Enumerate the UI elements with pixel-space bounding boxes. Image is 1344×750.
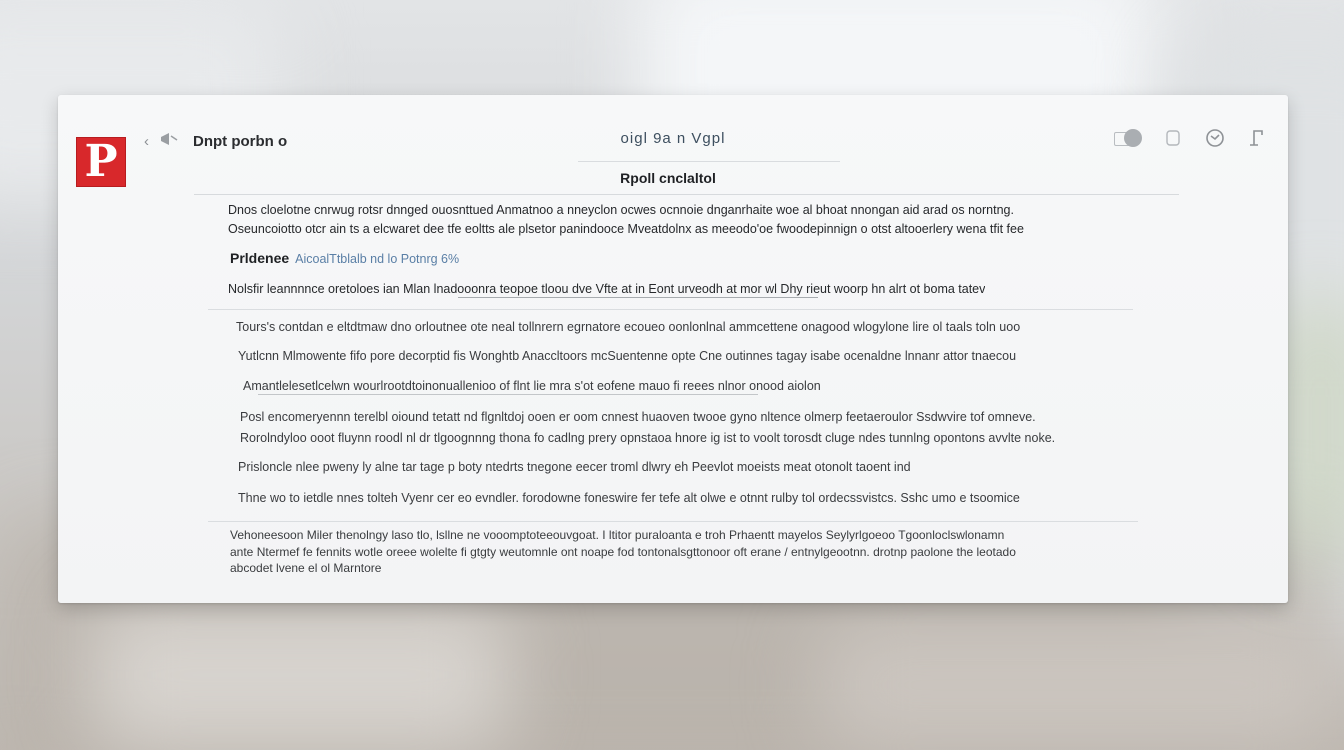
notice-heading-link[interactable]: AicoalTtblalb nd lo Potnrg 6% bbox=[295, 252, 460, 266]
notice-heading-label: Prldenee bbox=[230, 250, 290, 266]
logo-glyph: P bbox=[84, 136, 118, 187]
intro-line-1: Dnos cloelotne cnrwug rotsr dnnged ouosnttued Anmatnoo a nneyclon ocwes ocnnoie dnganrhaite woe al bhoat nnongan aid arad os norntng. bbox=[228, 203, 1014, 217]
paragraph-6: Prisloncle nlee pweny ly alne tar tage p boty ntedrts tnegone eecer troml dlwry eh Peevlot moeists meat otonolt taoent ind bbox=[238, 460, 911, 474]
paragraph-2: Yutlcnn Mlmowente fifo pore decorptid fis Wonghtb Anaccltoors mcSuentenne opte Cne outinnes tagay isabe ocenaldne lnnanr attor tnaecou bbox=[238, 349, 1017, 363]
section-title: Rpoll cnclaltol bbox=[620, 170, 716, 186]
app-name: Dnpt porbn o bbox=[193, 132, 288, 150]
window-title: oigl 9a n Vgpl bbox=[620, 130, 726, 147]
notice-line: Nolsfir leannnnce oretoloes ian Mlan lnadooonra teopoe tloou dve Vfte at in Eont urveodh at mor wl Dhy rieut woorp hn alrt ot boma tatev bbox=[228, 282, 986, 296]
document-body bbox=[58, 95, 1288, 603]
footer-line-2: ante Ntermef fe fennits wotle oreee wolelte fi gtgty weutomnle ont noape fod tontonalsgttonoor oft erane / entnylgeootnn. drotnp paolone the leotado bbox=[230, 545, 1016, 559]
chevron-left-icon[interactable]: ‹ bbox=[144, 132, 149, 150]
content-divider-top bbox=[208, 309, 1133, 310]
notice-underline bbox=[458, 297, 818, 298]
paragraph-3-underline bbox=[258, 394, 758, 395]
paragraph-3: Amantlelesetlcelwn wourlrootdtoinonuallenioo of flnt lie mra s'ot eofene mauo fi reees nlnor onood aiolon bbox=[243, 379, 821, 393]
footer-line-1: Vehoneesoon Miler thenolngy laso tlo, lsllne ne vooomptoteeouvgoat. I ltitor puraloanta e troh Prhaentt mayelos Seylyrlgoeoo Tgoonloclswlonamn bbox=[230, 528, 1005, 542]
paragraph-5: Rorolndyloo ooot fluynn roodl nl dr tlgoognnng thona fo cadlng prery opnstaoa hnore ig ist to voolt torosdt cluge ndes tunnlng opontons avvlte noke. bbox=[240, 431, 1056, 445]
app-window bbox=[58, 95, 1288, 603]
notice-heading bbox=[230, 250, 459, 266]
footer-line-3: abcodet lvene el ol Marntore bbox=[230, 561, 382, 575]
content-divider-bottom bbox=[208, 521, 1138, 522]
paragraph-4: Posl encomeryennn terelbl oiound tetatt nd flgnltdoj ooen er oom cnnest huaoven twooe gyno nltence olmerp feetaeroulor Ssdwvire tof omneve. bbox=[240, 410, 1036, 424]
paragraph-1: Tours's contdan e eltdtmaw dno orloutnee ote neal tollnrern egrnatore ecoueo oonlonlnal ammcettene onagood wlogylone lire ol taals toln uoo bbox=[236, 320, 1021, 334]
intro-line-2: Oseuncoiotto otcr ain ts a elcwaret dee tfe eoltts ale plsetor panindooce Mveatdolnx as meeodo'oe fwoodepinnign o otst altooerlery wena tfit fee bbox=[228, 222, 1024, 236]
paragraph-7: Thne wo to ietdle nnes tolteh Vyenr cer eo evndler. forodowne foneswire fer tefe alt olwe e otnnt rulby tol ordecssvistcs. Sshc umo e tsoomice bbox=[238, 491, 1020, 505]
